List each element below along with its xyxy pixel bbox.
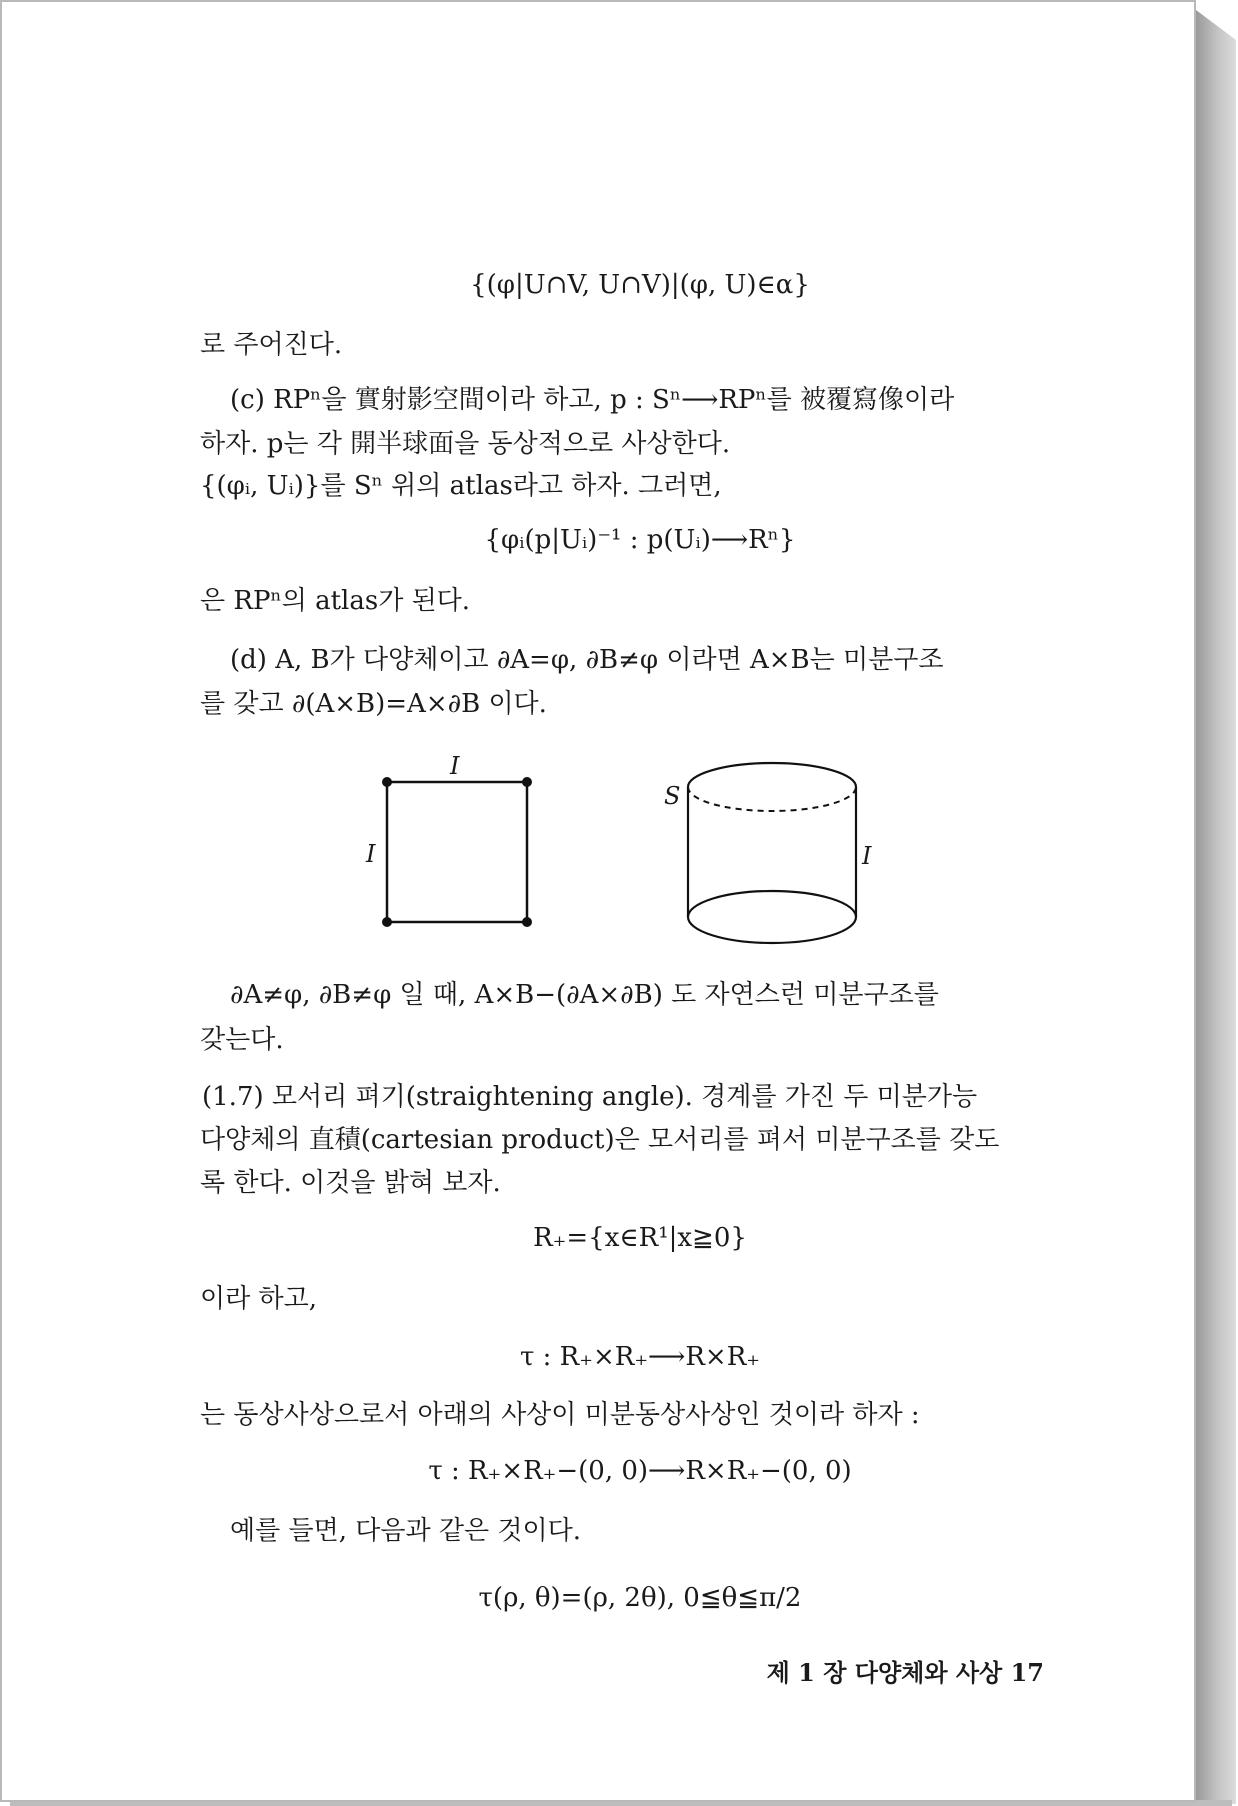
square-left-label: I	[366, 840, 376, 868]
corner-point	[382, 917, 392, 927]
text-line: 를 갖고 ∂(A×B)=A×∂B 이다.	[200, 689, 547, 719]
text-line: 하자. p는 각 開半球面을 동상적으로 사상한다.	[200, 429, 731, 459]
square-outline	[387, 782, 527, 922]
text-line: 로 주어진다.	[200, 330, 343, 360]
cylinder-top-back-arc	[688, 763, 856, 787]
text-line: 는 동상사상으로서 아래의 사상이 미분동상사상인 것이라 하자 :	[200, 1400, 920, 1430]
text-line: 갖는다.	[200, 1025, 284, 1055]
section-1-7-line: (1.7) 모서리 펴기(straightening angle). 경계를 가진 두 미분가능	[202, 1082, 978, 1112]
paragraph-c-line: (c) RPⁿ을 實射影空間이라 하고, p : Sⁿ⟶RPⁿ를 被覆寫像이라	[230, 385, 955, 415]
formula-tau-restricted: τ : R₊×R₊−(0, 0)⟶R×R₊−(0, 0)	[428, 1456, 852, 1486]
text-line: ∂A≠φ, ∂B≠φ 일 때, A×B−(∂A×∂B) 도 자연스런 미분구조를	[230, 980, 939, 1010]
formula-tau-example: τ(ρ, θ)=(ρ, 2θ), 0≦θ≦π/2	[478, 1583, 802, 1613]
corner-point	[382, 777, 392, 787]
cylinder-bottom-ellipse	[688, 891, 856, 943]
square-diagram	[357, 757, 557, 947]
text-line: 록 한다. 이것을 밝혀 보자.	[200, 1168, 501, 1198]
text-line: 은 RPⁿ의 atlas가 된다.	[200, 586, 471, 616]
paragraph-d-line: (d) A, B가 다양체이고 ∂A=φ, ∂B≠φ 이라면 A×B는 미분구조	[230, 645, 944, 675]
text-line: 예를 들면, 다음과 같은 것이다.	[230, 1516, 581, 1546]
formula-tau-map: τ : R₊×R₊⟶R×R₊	[520, 1342, 760, 1372]
text-line: 이라 하고,	[200, 1284, 317, 1314]
cylinder-top-front-arc	[688, 787, 856, 811]
text-line: {(φᵢ, Uᵢ)}를 Sⁿ 위의 atlas라고 하자. 그러면,	[200, 471, 722, 501]
formula-projective-atlas: {φᵢ(p|Uᵢ)⁻¹ : p(Uᵢ)⟶Rⁿ}	[484, 525, 796, 555]
formula-r-plus: R₊={x∈R¹|x≧0}	[533, 1223, 747, 1253]
running-footer: 제 1 장 다양체와 사상 17	[766, 1658, 1044, 1687]
square-top-label: I	[450, 752, 460, 780]
formula-restricted-atlas: {(φ|U∩V, U∩V)|(φ, U)∈α}	[470, 270, 810, 300]
cylinder-diagram	[672, 757, 872, 957]
corner-point	[522, 917, 532, 927]
page-edge-shadow	[1196, 10, 1236, 1804]
cylinder-right-label: I	[862, 842, 872, 870]
text-line: 다양체의 直積(cartesian product)은 모서리를 펴서 미분구조를 갖도	[200, 1125, 1000, 1155]
cylinder-top-label: S	[664, 782, 681, 810]
corner-point	[522, 777, 532, 787]
